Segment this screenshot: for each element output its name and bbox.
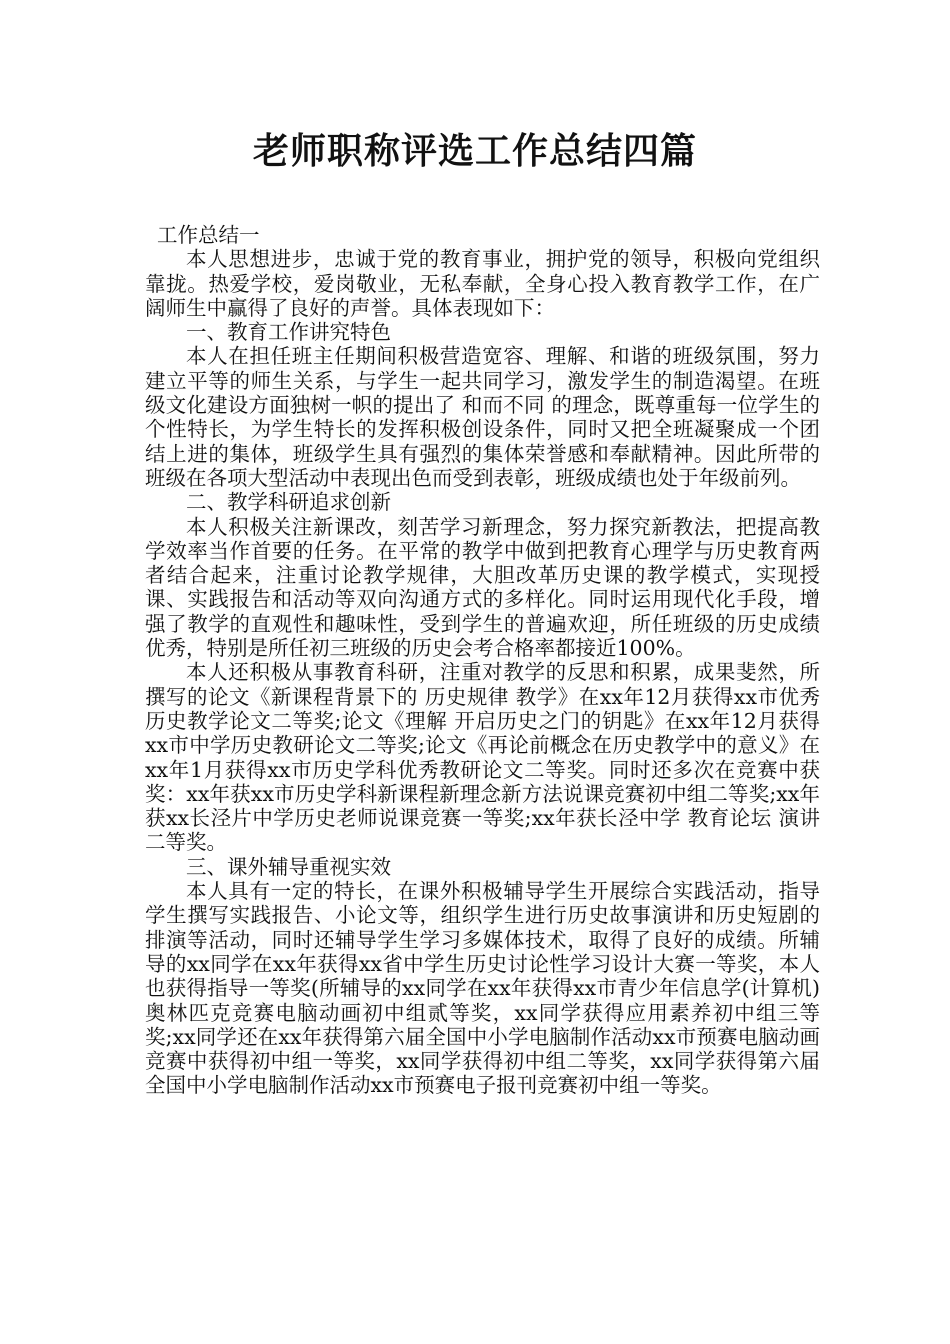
paragraph-intro: 本人思想进步，忠诚于党的教育事业，拥护党的领导，积极向党组织靠拢。热爱学校，爱岗敬业，无私奉献，全身心投入教育教学工作，在广阔师生中赢得了良好的声誉。具体表现如下： <box>145 247 820 320</box>
paragraph-student-guidance: 本人具有一定的特长，在课外积极辅导学生开展综合实践活动，指导学生撰写实践报告、小论文等，组织学生进行历史故事演讲和历史短剧的排演等活动，同时还辅导学生学习多媒体技术，取得了良好的成绩。所辅导的xx同学在xx年获得xx省中学生历史讨论性学习设计大赛一等奖，本人也获得指导一等奖(所辅导的xx同学在xx年获得xx市青少年信息学(计算机)奥林匹克竞赛电脑动画初中组贰等奖，xx同学获得应用素养初中组三等奖;xx同学还在xx年获得第六届全国中小学电脑制作活动xx市预赛电脑动画竞赛中获得初中组一等奖，xx同学获得初中组二等奖，xx同学获得第六届全国中小学电脑制作活动xx市预赛电子报刊竞赛初中组一等奖。 <box>145 879 820 1098</box>
paragraph-class-teacher: 本人在担任班主任期间积极营造宽容、理解、和谐的班级氛围，努力建立平等的师生关系，与学生一起共同学习，激发学生的制造渴望。在班级文化建设方面独树一帜的提出了 和而不同 的理念，既尊重每一位学生的个性特长，为学生特长的发挥积极创设条件，同时又把全班凝聚成一个团结上进的集体，班级学生具有强烈的集体荣誉感和奉献精神。因此所带的班级在各项大型活动中表现出色而受到表彰，班级成绩也处于年级前列。 <box>145 344 820 490</box>
heading-teaching-research: 二、教学科研追求创新 <box>186 490 391 515</box>
heading-extracurricular: 三、课外辅导重视实效 <box>186 854 391 879</box>
document-body <box>145 223 820 1098</box>
section-label: 工作总结一 <box>157 223 260 247</box>
document-title: 老师职称评选工作总结四篇 <box>252 131 697 172</box>
heading-education-work: 一、教育工作讲究特色 <box>186 320 391 345</box>
paragraph-curriculum-reform: 本人积极关注新课改，刻苦学习新理念，努力探究新教法，把提高教学效率当作首要的任务。在平常的教学中做到把教育心理学与历史教育两者结合起来，注重讨论教学规律，大胆改革历史课的教学模式，实现授课、实践报告和活动等双向沟通方式的多样化。同时运用现代化手段，增强了教学的直观性和趣味性，受到学生的普遍欢迎，所任班级的历史成绩优秀，特别是所任初三班级的历史会考合格率都接近100%。 <box>145 514 820 661</box>
paragraph-research-awards: 本人还积极从事教育科研，注重对教学的反思和积累，成果斐然，所撰写的论文《新课程背景下的 历史规律 教学》在xx年12月获得xx市优秀历史教学论文二等奖;论文《理解 开启历史之门的钥匙》在xx年12月获得xx市中学历史教研论文二等奖;论文《再论前概念在历史教学中的意义》在xx年1月获得xx市历史学科优秀教研论文二等奖。同时还多次在竞赛中获奖：xx年获xx市历史学科新课程新理念新方法说课竞赛初中组二等奖;xx年获xx长泾片中学历史老师说课竞赛一等奖;xx年获长泾中学 教育论坛 演讲二等奖。 <box>145 660 820 855</box>
